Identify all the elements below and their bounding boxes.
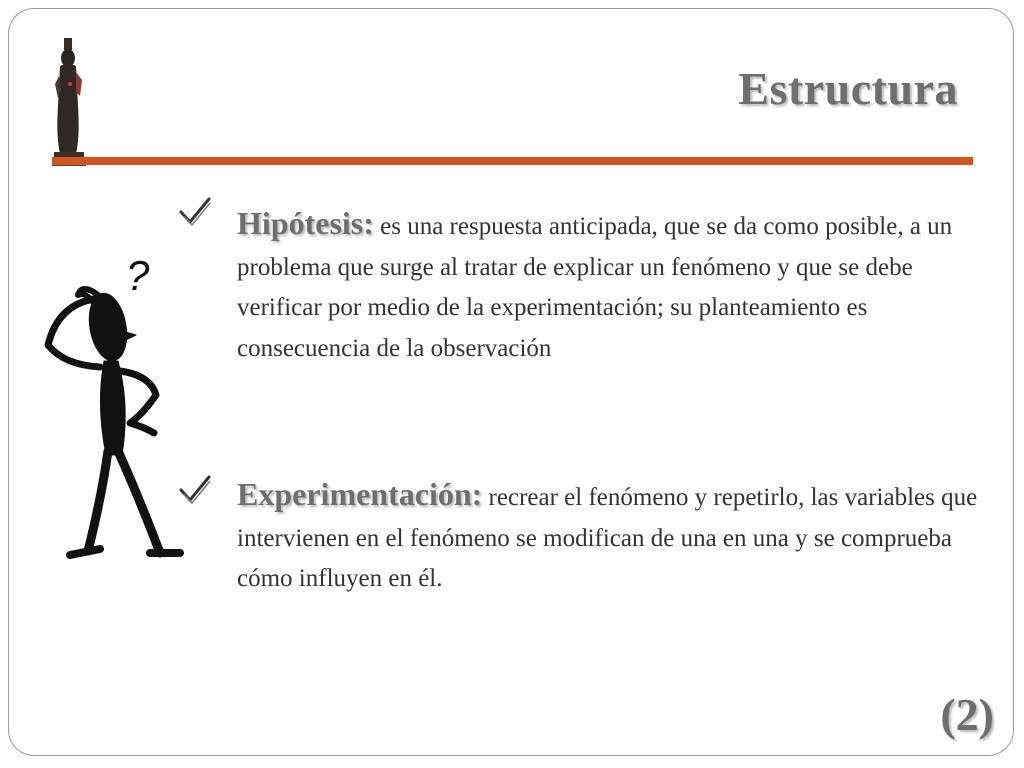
figurine-icon: [50, 36, 88, 168]
page-number: (2): [940, 689, 994, 740]
question-mark: ?: [126, 252, 150, 299]
bullet-hipotesis: [237, 203, 982, 369]
check-icon: [178, 196, 212, 226]
slide-title: Estructura: [738, 63, 958, 114]
thinking-person-icon: [38, 255, 218, 565]
bullet-experimentacion: [237, 474, 982, 600]
bullet-term: Experimentación:: [237, 476, 483, 512]
bullet-text: recrear el fenómeno y repetirlo, las variables que intervienen en el fenómeno se modifican de una en una y se comprueba cómo influyen en él.: [237, 484, 978, 592]
bullet-term: Hipótesis:: [237, 205, 374, 241]
bullet-text: es una respuesta anticipada, que se da como posible, a un problema que surge al tratar de explicar un fenómeno y que se debe verificar por medio de la experimentación; su planteamiento es consecuencia de la observación: [237, 213, 953, 362]
title-underline: [52, 157, 973, 165]
check-icon: [178, 474, 212, 504]
